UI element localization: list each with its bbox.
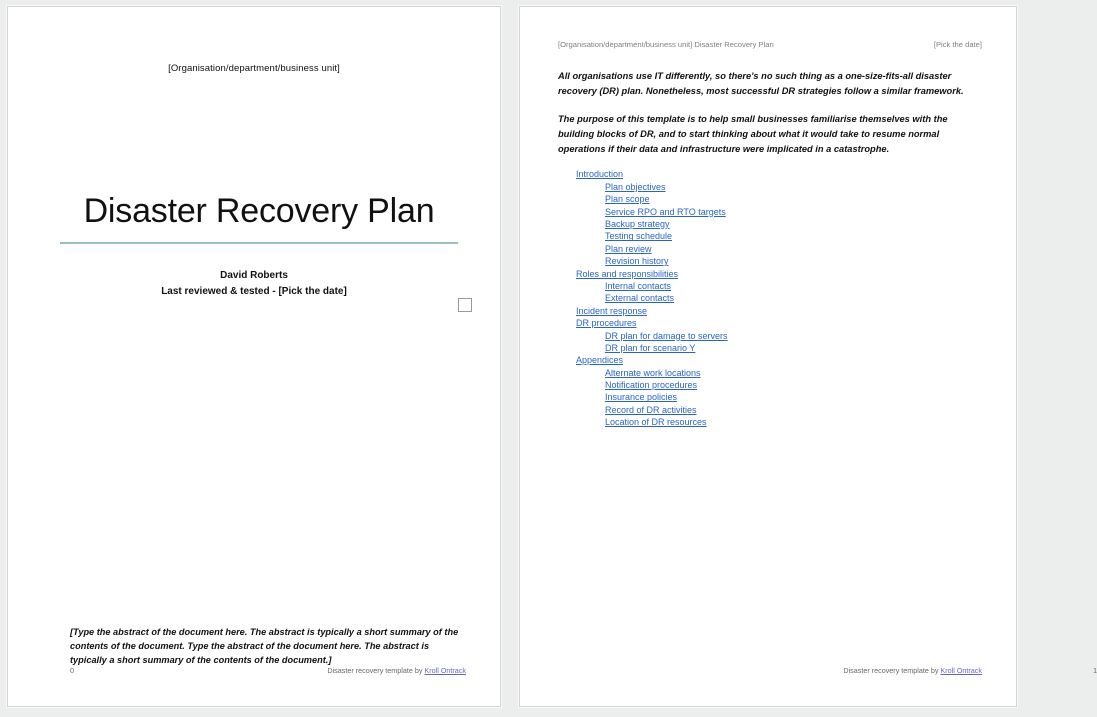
toc-page-footer xyxy=(520,666,1097,678)
abstract-placeholder[interactable]: [Type the abstract of the document here. The abstract is typically a short summary of the contents of the document. Type the abstract of the document here. The abstract is typically a short summary of the contents of the document.] xyxy=(70,627,459,665)
footer-credit-text: Disaster recovery template by xyxy=(843,666,941,675)
toc-link[interactable]: Introduction xyxy=(576,169,624,180)
cover-page-footer xyxy=(8,666,500,678)
toc-link[interactable]: Plan scope xyxy=(605,194,650,205)
intro-paragraph-2: The purpose of this template is to help small businesses familiarise themselves with the building blocks of DR, and to start thinking about what it would take to resume normal operations if their data and infrastructure were implicated in a catastrophe. xyxy=(558,114,948,154)
empty-checkbox-icon[interactable] xyxy=(458,298,472,312)
intro-paragraph-1: All organisations use IT differently, so there's no such thing as a one-size-fits-all disaster recovery (DR) plan. Nonetheless, most successful DR strategies follow a similar framework. xyxy=(558,71,964,96)
toc-link[interactable]: Roles and responsibilities xyxy=(576,268,679,279)
footer-credit xyxy=(327,666,466,675)
document-page-cover xyxy=(7,6,501,707)
toc-link[interactable]: Location of DR resources xyxy=(605,417,707,428)
title-divider xyxy=(60,242,458,244)
toc-link[interactable]: Revision history xyxy=(605,256,669,267)
toc-link[interactable]: Testing schedule xyxy=(605,231,673,242)
toc-link[interactable]: Insurance policies xyxy=(605,392,678,403)
page-number: 1 xyxy=(1093,666,1097,675)
header-left-text: [Organisation/department/business unit] Disaster Recovery Plan xyxy=(558,40,774,49)
toc-link[interactable]: External contacts xyxy=(605,293,675,304)
footer-credit-link[interactable]: Kroll Ontrack xyxy=(424,666,466,675)
toc-link[interactable]: Notification procedures xyxy=(605,380,698,391)
toc-link[interactable]: Incident response xyxy=(576,305,648,316)
toc-page-body xyxy=(558,69,972,431)
toc-link[interactable]: DR procedures xyxy=(576,318,637,329)
toc-link[interactable]: DR plan for damage to servers xyxy=(605,330,728,341)
footer-credit-link[interactable]: Kroll Ontrack xyxy=(940,666,982,675)
organisation-placeholder[interactable]: [Organisation/department/business unit] xyxy=(168,63,340,74)
page-number: 0 xyxy=(70,666,75,675)
page-header xyxy=(558,40,982,49)
footer-credit xyxy=(843,666,982,675)
cover-title-block xyxy=(60,193,458,244)
footer-credit-text: Disaster recovery template by xyxy=(327,666,425,675)
page-title: Disaster Recovery Plan xyxy=(83,192,435,230)
toc-link[interactable]: Service RPO and RTO targets xyxy=(605,206,726,217)
last-reviewed-line[interactable]: Last reviewed & tested - [Pick the date] xyxy=(161,286,347,297)
table-of-contents xyxy=(576,170,972,427)
toc-link[interactable]: Plan review xyxy=(605,243,652,254)
document-page-toc xyxy=(519,6,1097,707)
toc-link[interactable]: Alternate work locations xyxy=(605,367,701,378)
toc-link[interactable]: Appendices xyxy=(576,355,624,366)
toc-link[interactable]: Record of DR activities xyxy=(605,404,697,415)
toc-link[interactable]: Plan objectives xyxy=(605,181,666,192)
toc-link[interactable]: DR plan for scenario Y xyxy=(605,342,696,353)
toc-link[interactable]: Internal contacts xyxy=(605,280,672,291)
header-date-placeholder[interactable]: [Pick the date] xyxy=(933,40,982,49)
author-name[interactable]: David Roberts xyxy=(220,270,288,281)
toc-link[interactable]: Backup strategy xyxy=(605,219,670,229)
